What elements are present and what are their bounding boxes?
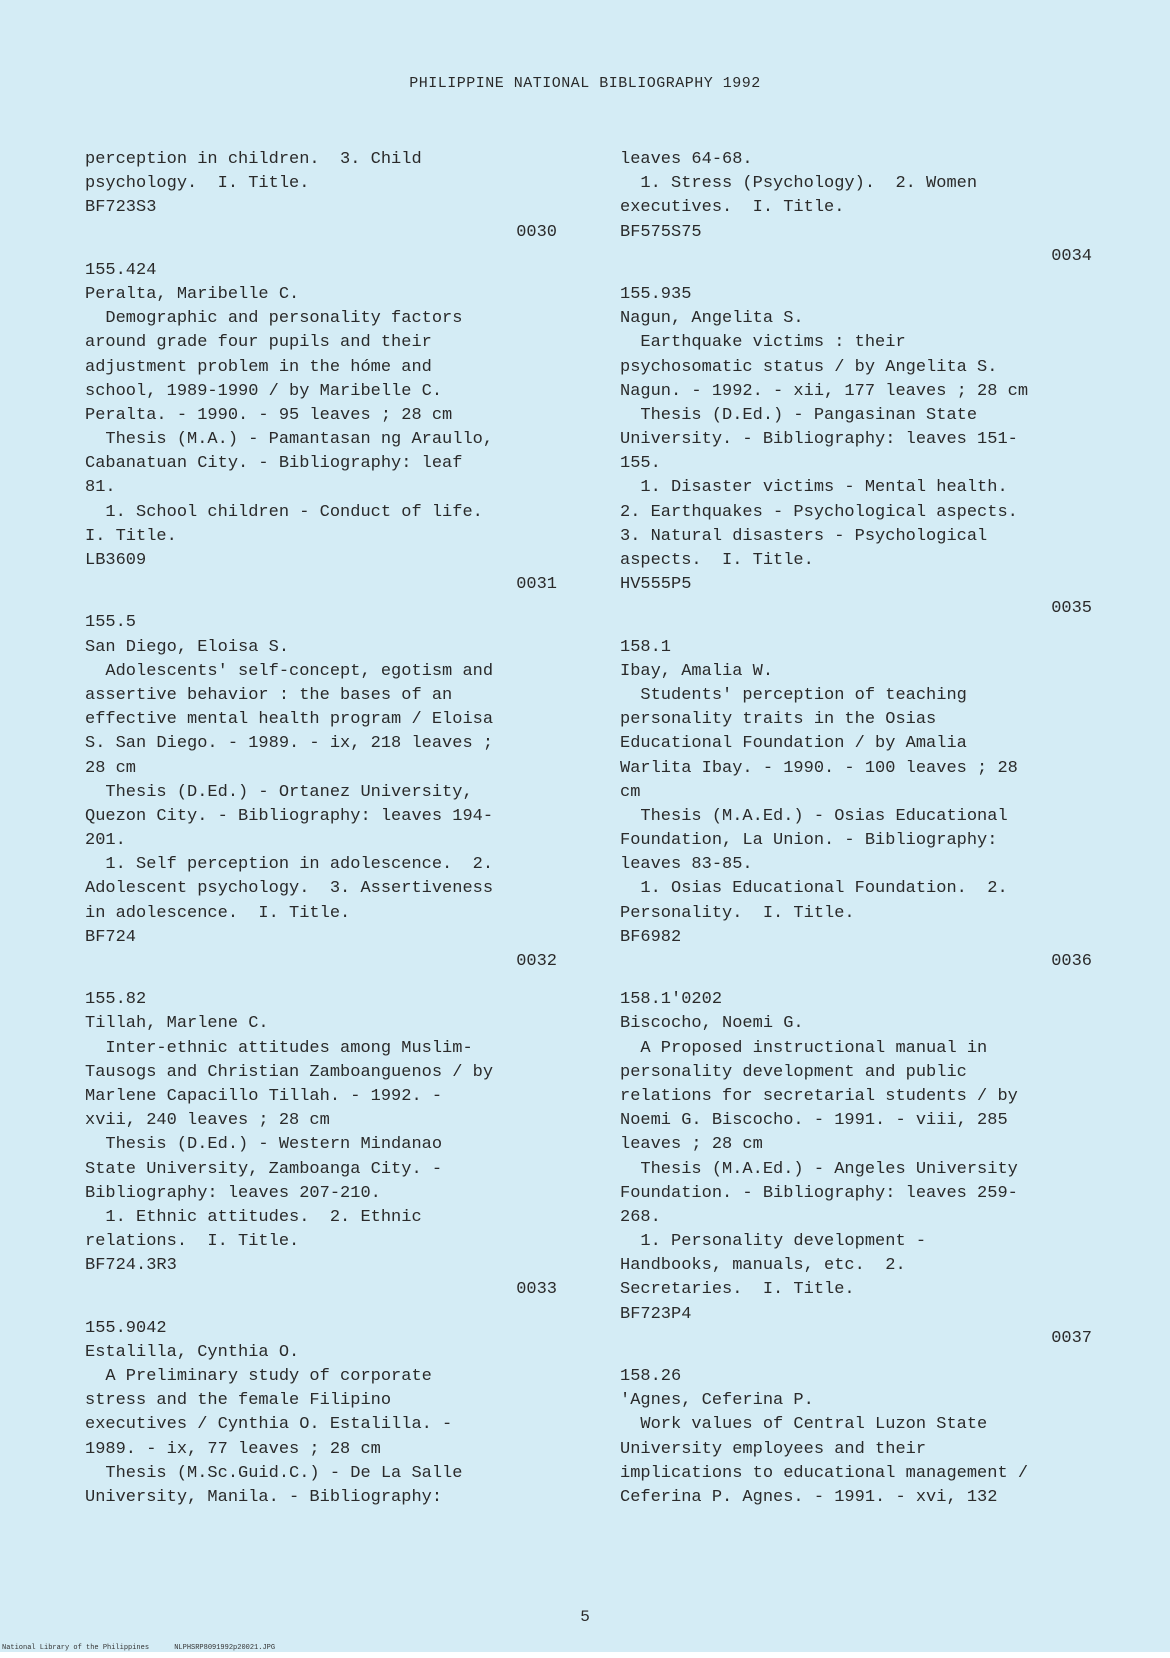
page-header: PHILIPPINE NATIONAL BIBLIOGRAPHY 1992 — [409, 75, 761, 92]
entry-line: Thesis (M.A.Ed.) - Angeles University — [620, 1159, 1018, 1179]
entry-line: implications to educational management / — [620, 1463, 1029, 1483]
entry-line: Marlene Capacillo Tillah. - 1992. - — [85, 1086, 443, 1106]
entry-line: 28 cm — [85, 758, 137, 778]
entry-line: BF723P4 — [620, 1304, 692, 1324]
entry-line: cm — [620, 782, 641, 802]
entry-line: LB3609 — [85, 551, 147, 570]
entry-line: leaves 83-85. — [620, 855, 753, 875]
entry-line: BF724.3R3 — [85, 1256, 177, 1276]
entry-line: 1. Personality development - — [620, 1232, 927, 1252]
scan-footer-bar — [0, 1652, 1170, 1658]
entry-gap — [85, 597, 585, 611]
entry-line: Noemi G. Biscocho. - 1991. - viii, 285 — [620, 1111, 1008, 1131]
entry-line: 158.26 — [620, 1367, 682, 1386]
entry-line: Adolescents' self-concept, egotism and — [85, 661, 494, 681]
entry-line: 'Agnes, Ceferina P. — [620, 1391, 814, 1411]
entry-line: 1. Stress (Psychology). 2. Women — [620, 174, 978, 194]
entry-line: 158.1'0202 — [620, 990, 723, 1010]
entry-line: Quezon City. - Bibliography: leaves 194- — [85, 806, 494, 826]
entry-gap — [620, 974, 1120, 988]
entry-line: I. Title. — [85, 526, 177, 546]
page-number: 5 — [580, 1608, 590, 1626]
entry-line: effective mental health program / Eloisa — [85, 710, 494, 730]
entry-line: perception in children. 3. Child — [85, 150, 422, 169]
entry-line: Secretaries. I. Title. — [620, 1280, 855, 1300]
entry-line: BF723S3 — [85, 198, 157, 218]
entry-line: Personality. I. Title. — [620, 903, 855, 923]
entry-line: psychology. I. Title. — [85, 174, 310, 194]
entry-line: Nagun. - 1992. - xii, 177 leaves ; 28 cm — [620, 381, 1029, 401]
entry-line: S. San Diego. - 1989. - ix, 218 leaves ; — [85, 734, 494, 754]
entry-line: 81. — [85, 478, 116, 498]
entry-line: BF575S75 — [620, 222, 702, 242]
entry-line: 3. Natural disasters - Psychological — [620, 526, 988, 546]
entry-line: Earthquake victims : their — [620, 333, 906, 353]
entry-line: Nagun, Angelita S. — [620, 309, 804, 329]
entry-line: University employees and their — [620, 1439, 927, 1459]
entry-line: Students' perception of teaching — [620, 685, 967, 705]
left-column — [85, 148, 585, 1510]
entry-number: 0035 — [1051, 599, 1092, 619]
entry-line: 1. Ethnic attitudes. 2. Ethnic — [85, 1207, 422, 1227]
entry-line: psychosomatic status / by Angelita S. — [620, 357, 998, 377]
entry-line: Warlita Ibay. - 1990. - 100 leaves ; 28 — [620, 758, 1018, 778]
entry-number: 0032 — [516, 952, 557, 971]
entry-line: executives. I. Title. — [620, 198, 845, 218]
entry-line: 1989. - ix, 77 leaves ; 28 cm — [85, 1439, 381, 1459]
entry-gap — [85, 245, 585, 259]
entry-line: HV555P5 — [620, 575, 692, 595]
entry-line: executives / Cynthia O. Estalilla. - — [85, 1415, 453, 1435]
entry-line: Work values of Central Luzon State — [620, 1415, 988, 1435]
entry-line: 1. Osias Educational Foundation. 2. — [620, 879, 1008, 899]
scan-footer-label: National Library of the Philippines NLPHSRP8091992p20021.JPG — [2, 1644, 276, 1652]
entry-line: University. - Bibliography: leaves 151- — [620, 430, 1018, 450]
entry-line: leaves ; 28 cm — [620, 1135, 763, 1155]
entry-line: Ibay, Amalia W. — [620, 661, 774, 681]
entry-line: aspects. I. Title. — [620, 551, 814, 570]
entry-number: 0033 — [516, 1280, 557, 1300]
entry-line: San Diego, Eloisa S. — [85, 637, 290, 657]
entry-line: Thesis (D.Ed.) - Pangasinan State — [620, 405, 978, 425]
entry-line: 2. Earthquakes - Psychological aspects. — [620, 502, 1018, 522]
entry-line: xvii, 240 leaves ; 28 cm — [85, 1111, 330, 1131]
entry-line: Adolescent psychology. 3. Assertiveness — [85, 879, 494, 899]
entry-line: Foundation. - Bibliography: leaves 259- — [620, 1183, 1018, 1203]
entry-line: 155.424 — [85, 260, 157, 280]
entry-line: 1. Disaster victims - Mental health. — [620, 478, 1008, 498]
entry-line: University, Manila. - Bibliography: — [85, 1487, 443, 1507]
entry-line: Biscocho, Noemi G. — [620, 1014, 804, 1034]
entry-line: adjustment problem in the hóme and — [85, 357, 432, 377]
entry-line: BF6982 — [620, 927, 682, 947]
entry-line: A Proposed instructional manual in — [620, 1038, 988, 1058]
entry-line: leaves 64-68. — [620, 150, 753, 169]
entry-line: Peralta, Maribelle C. — [85, 284, 300, 304]
entry-line: Educational Foundation / by Amalia — [620, 734, 967, 754]
entry-line: Handbooks, manuals, etc. 2. — [620, 1256, 906, 1276]
entry-gap — [620, 269, 1120, 283]
entry-line: Tillah, Marlene C. — [85, 1014, 269, 1034]
entry-line: relations for secretarial students / by — [620, 1086, 1018, 1106]
entry-line: personality traits in the Osias — [620, 710, 937, 730]
entry-line: Inter-ethnic attitudes among Muslim- — [85, 1038, 473, 1058]
entry-line: 155. — [620, 454, 661, 474]
entry-line: 201. — [85, 831, 126, 851]
entry-line: BF724 — [85, 927, 137, 947]
entry-line: 155.5 — [85, 613, 137, 633]
entry-line: State University, Zamboanga City. - — [85, 1159, 443, 1179]
entry-line: 155.82 — [85, 990, 147, 1010]
entry-line: 155.935 — [620, 284, 692, 304]
entry-line: Ceferina P. Agnes. - 1991. - xvi, 132 — [620, 1487, 998, 1507]
entry-line: in adolescence. I. Title. — [85, 903, 351, 923]
entry-gap — [620, 1351, 1120, 1365]
entry-line: school, 1989-1990 / by Maribelle C. — [85, 381, 443, 401]
entry-line: 268. — [620, 1207, 661, 1227]
entry-line: 155.9042 — [85, 1318, 167, 1338]
entry-gap — [85, 974, 585, 988]
entry-line: Thesis (D.Ed.) - Western Mindanao — [85, 1135, 443, 1155]
entry-line: Foundation, La Union. - Bibliography: — [620, 831, 998, 851]
entry-line: Tausogs and Christian Zamboanguenos / by — [85, 1062, 494, 1082]
entry-line: Thesis (M.A.) - Pamantasan ng Araullo, — [85, 430, 494, 450]
entry-line: Cabanatuan City. - Bibliography: leaf — [85, 454, 463, 474]
entry-line: stress and the female Filipino — [85, 1391, 392, 1411]
entry-gap — [85, 1303, 585, 1317]
entry-line: Thesis (M.A.Ed.) - Osias Educational — [620, 806, 1008, 826]
entry-line: Thesis (D.Ed.) - Ortanez University, — [85, 782, 473, 802]
right-column — [620, 148, 1120, 1510]
entry-number: 0031 — [516, 575, 557, 595]
entry-line: 158.1 — [620, 637, 672, 657]
entry-line: 1. School children - Conduct of life. — [85, 502, 483, 522]
entry-line: Peralta. - 1990. - 95 leaves ; 28 cm — [85, 405, 453, 425]
entry-line: around grade four pupils and their — [85, 333, 432, 353]
entry-number: 0030 — [516, 222, 557, 242]
entry-line: 1. Self perception in adolescence. 2. — [85, 855, 494, 875]
entry-line: A Preliminary study of corporate — [85, 1367, 432, 1386]
entry-number: 0034 — [1051, 246, 1092, 266]
entry-line: Estalilla, Cynthia O. — [85, 1342, 300, 1362]
entry-number: 0037 — [1051, 1328, 1092, 1348]
entry-line: Demographic and personality factors — [85, 309, 463, 329]
entry-line: assertive behavior : the bases of an — [85, 685, 453, 705]
entry-line: relations. I. Title. — [85, 1232, 300, 1252]
entry-line: personality development and public — [620, 1062, 967, 1082]
entry-line: Thesis (M.Sc.Guid.C.) - De La Salle — [85, 1463, 463, 1483]
entry-number: 0036 — [1051, 952, 1092, 971]
entry-gap — [620, 622, 1120, 636]
entry-line: Bibliography: leaves 207-210. — [85, 1183, 381, 1203]
